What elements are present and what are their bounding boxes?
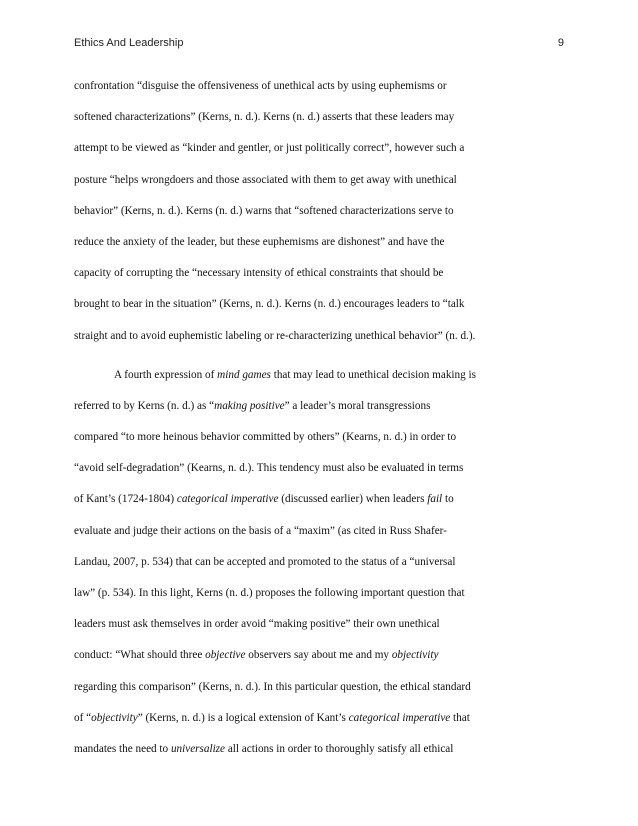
italic-text: making positive	[214, 399, 285, 412]
text-run: of Kant’s (1724-1804)	[74, 493, 177, 506]
text-line	[74, 672, 568, 703]
text-line	[74, 227, 568, 258]
text-line	[74, 391, 568, 422]
text-run: regarding this comparison” (Kerns, n. d.). In this particular question, the ethical standard	[74, 680, 471, 693]
text-line	[74, 102, 568, 133]
text-run: that may lead to unethical decision making is	[270, 368, 476, 381]
text-line	[74, 453, 568, 484]
italic-text: objectivity	[91, 711, 138, 724]
text-run: straight and to avoid euphemistic labeling or re-characterizing unethical behavior” (n. d.).	[74, 329, 476, 342]
text-run: posture “helps wrongdoers and those associated with them to get away with unethical	[74, 173, 457, 186]
text-run: ” a leader’s moral transgressions	[284, 399, 431, 412]
text-line	[74, 422, 568, 453]
text-line	[74, 609, 568, 640]
paragraph	[74, 71, 568, 352]
text-run: ” (Kerns, n. d.) is a logical extension of Kant’s	[137, 711, 349, 724]
text-line	[74, 640, 568, 671]
text-run: (discussed earlier) when leaders	[278, 493, 428, 506]
text-line	[74, 289, 568, 320]
italic-text: categorical imperative	[176, 493, 279, 506]
text-run: of “	[74, 711, 92, 724]
italic-text: mind games	[217, 368, 271, 381]
text-line	[74, 258, 568, 289]
text-line	[74, 165, 568, 196]
italic-text: categorical imperative	[348, 711, 451, 724]
text-run: softened characterizations” (Kerns, n. d.). Kerns (n. d.) asserts that these leaders may	[74, 111, 455, 124]
text-line	[74, 321, 568, 352]
text-line	[74, 484, 568, 515]
text-line	[74, 547, 568, 578]
text-run: evaluate and judge their actions on the basis of a “maxim” (as cited in Russ Shafer-	[74, 524, 447, 537]
text-run: brought to bear in the situation” (Kerns, n. d.). Kerns (n. d.) encourages leaders to “talk	[74, 298, 465, 311]
text-line	[74, 578, 568, 609]
text-line	[74, 516, 568, 547]
text-line	[74, 734, 568, 765]
text-run: Landau, 2007, p. 534) that can be accepted and promoted to the status of a “universal	[74, 555, 456, 568]
text-run: that	[450, 711, 470, 724]
text-run: reduce the anxiety of the leader, but these euphemisms are dishonest” and have the	[74, 235, 445, 248]
text-run: to	[442, 493, 454, 506]
text-run: A fourth expression of	[114, 368, 218, 381]
body-text	[74, 71, 568, 765]
text-run: leaders must ask themselves in order avoid “making positive” their own unethical	[74, 618, 440, 631]
italic-text: fail	[427, 493, 443, 506]
italic-text: universalize	[170, 742, 226, 755]
text-run: “avoid self-degradation” (Kearns, n. d.). This tendency must also be evaluated in terms	[74, 462, 464, 475]
text-run: attempt to be viewed as “kinder and gentler, or just politically correct”, however such a	[74, 142, 465, 155]
text-line	[74, 703, 568, 734]
text-line	[74, 133, 568, 164]
text-run: capacity of corrupting the “necessary intensity of ethical constraints that should be	[74, 267, 444, 280]
text-line	[74, 71, 568, 102]
paragraph	[74, 360, 568, 765]
text-run: referred to by Kerns (n. d.) as “	[74, 399, 215, 412]
text-run: law” (p. 534). In this light, Kerns (n. d.) proposes the following important question that	[74, 587, 465, 599]
text-line	[74, 360, 568, 391]
text-run: confrontation “disguise the offensiveness of unethical acts by using euphemisms or	[74, 80, 447, 92]
italic-text: objective	[205, 649, 246, 662]
text-run: conduct: “What should three	[74, 649, 206, 662]
page-number: 9	[557, 37, 564, 49]
italic-text: objectivity	[391, 649, 439, 662]
text-run: mandates the need to	[74, 742, 171, 755]
text-run: all actions in order to thoroughly satisfy all ethical	[225, 742, 454, 755]
text-line	[74, 196, 568, 227]
running-header	[74, 37, 564, 53]
text-run: compared “to more heinous behavior committed by others” (Kearns, n. d.) in order to	[74, 431, 457, 444]
text-run: observers say about me and my	[245, 649, 392, 662]
header-title: Ethics And Leadership	[74, 37, 184, 49]
text-run: behavior” (Kerns, n. d.). Kerns (n. d.) warns that “softened characterizations serve to	[74, 204, 454, 217]
